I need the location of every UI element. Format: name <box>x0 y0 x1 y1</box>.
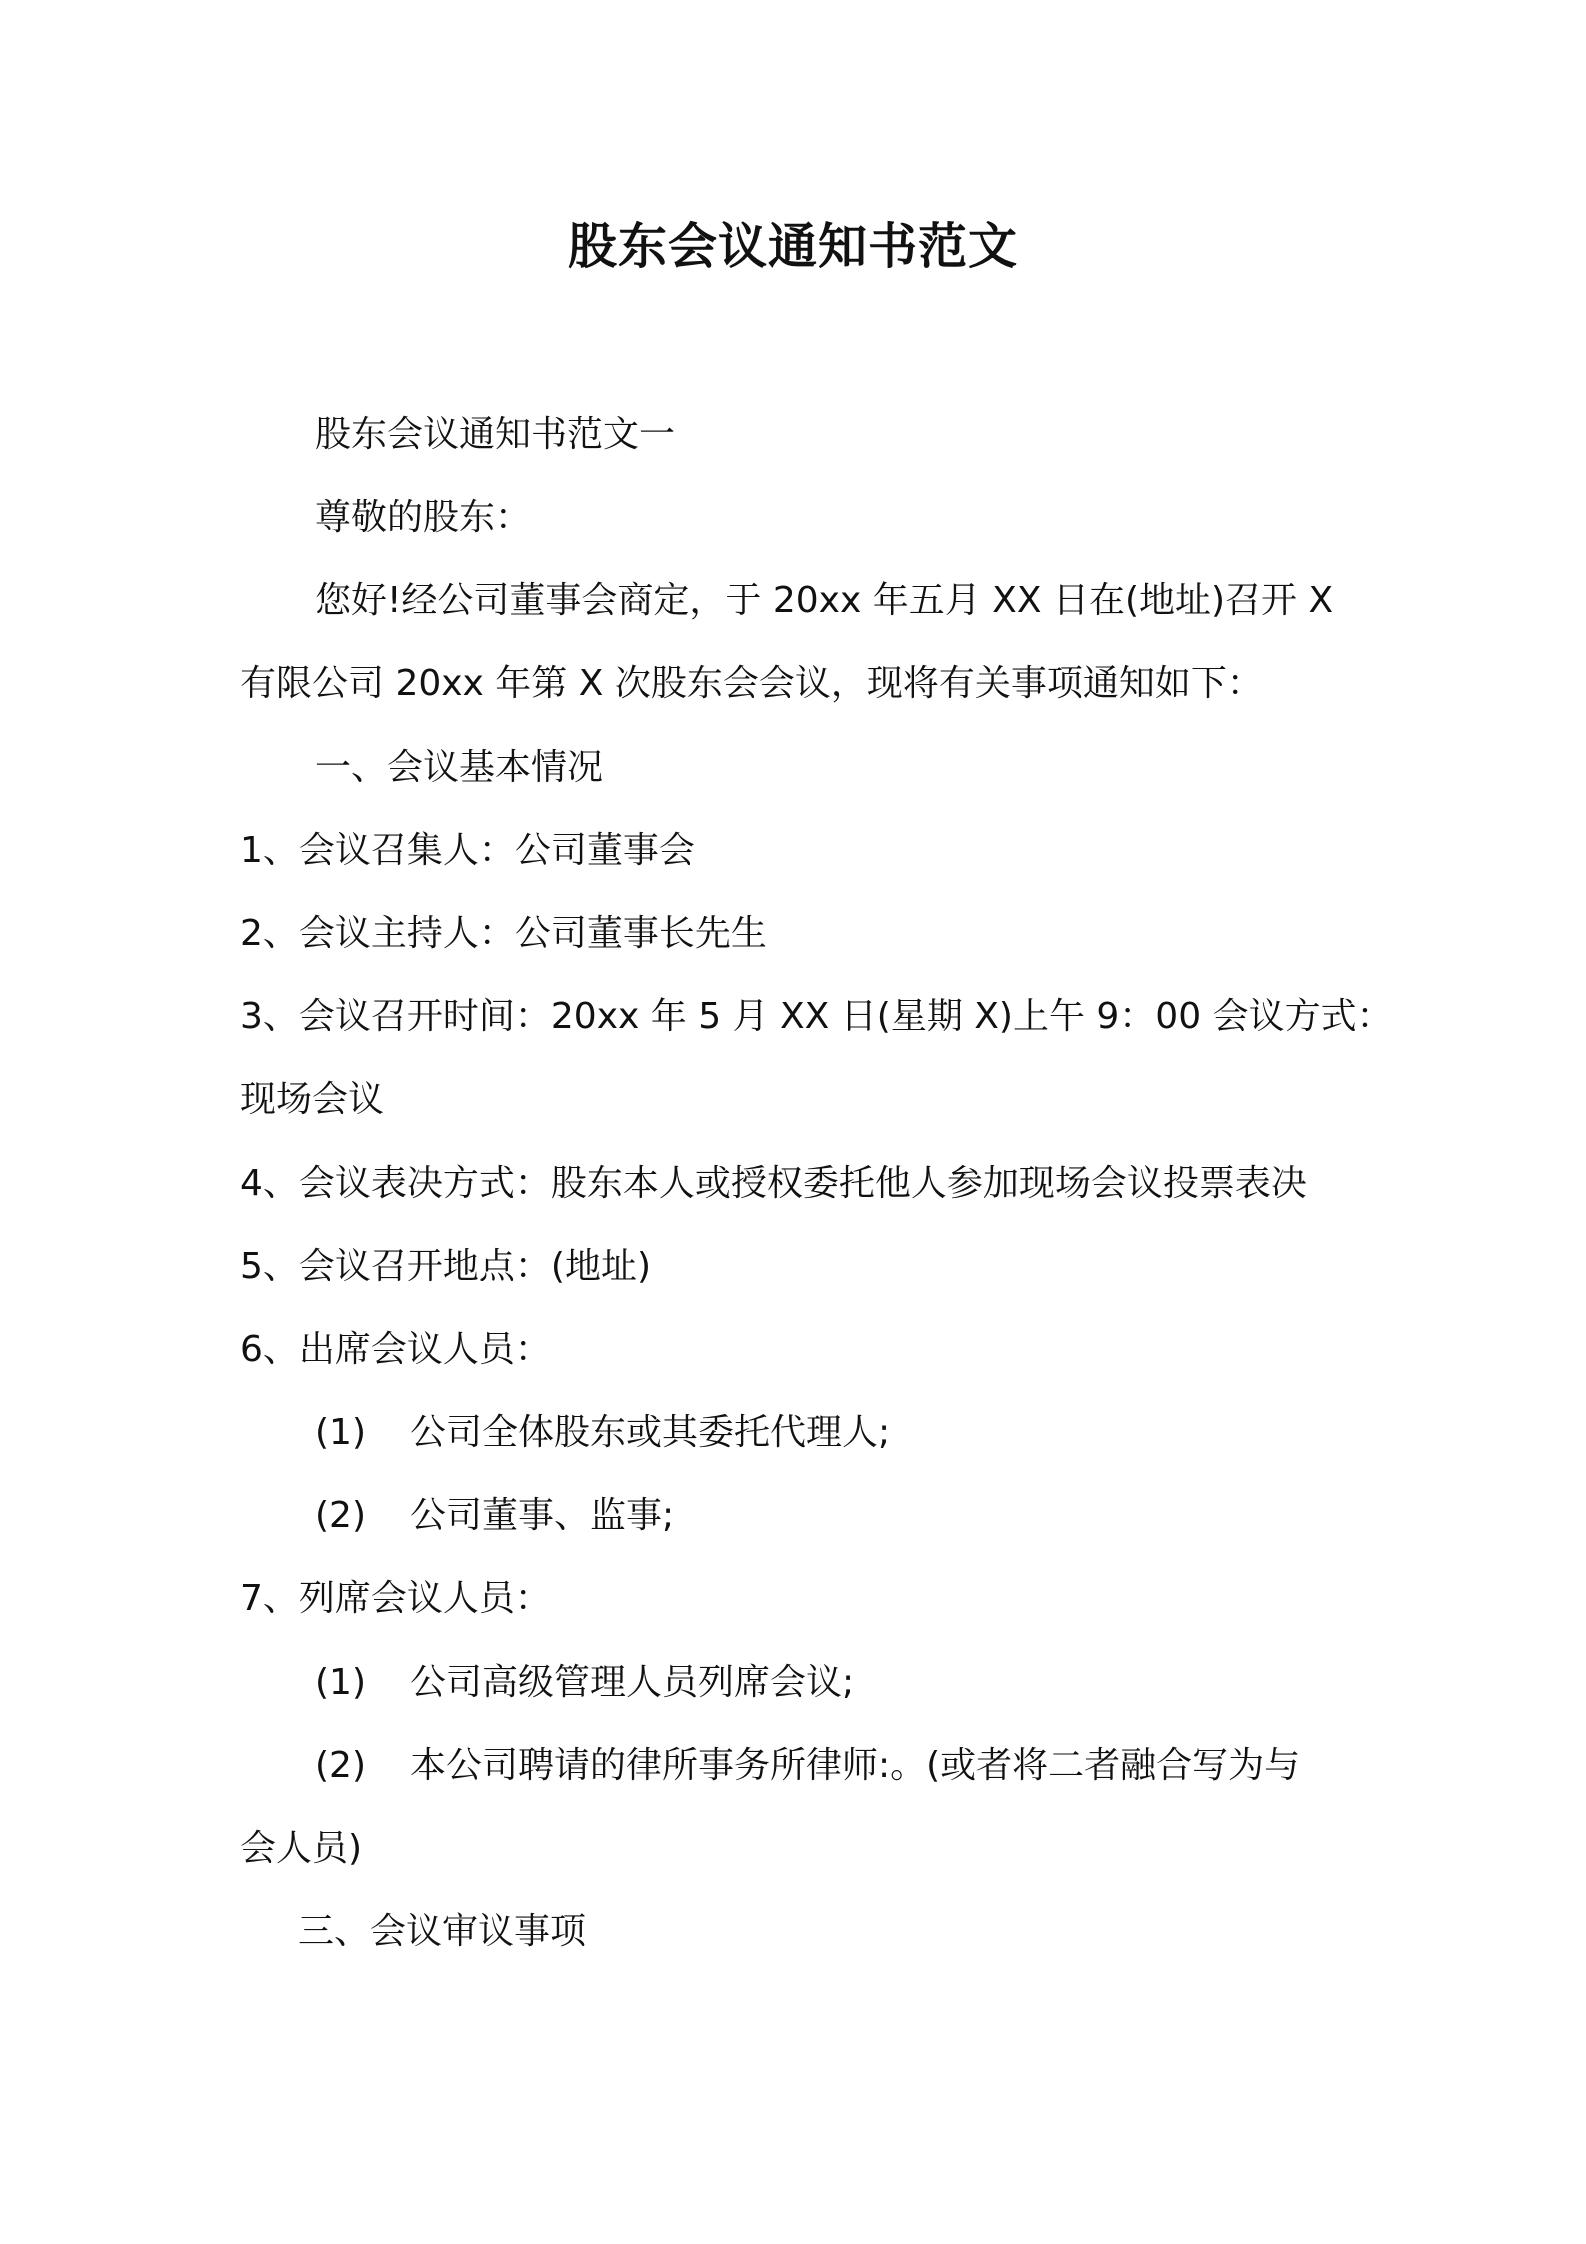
item-7-sub-2-number: (2) <box>315 1745 366 1786</box>
item-6-sub-2-number: (2) <box>315 1495 366 1536</box>
item-5: 5、会议召开地点：(地址) <box>240 1246 651 1287</box>
intro-line-1: 您好!经公司董事会商定，于 20xx 年五月 XX 日在(地址)召开 X <box>315 580 1334 621</box>
item-7-sub-1-text: 公司高级管理人员列席会议; <box>410 1662 855 1703</box>
item-7-sub-2-text-line-1: 本公司聘请的律所事务所律师:。(或者将二者融合写为与 <box>410 1745 1301 1786</box>
item-1: 1、会议召集人：公司董事会 <box>240 830 695 871</box>
salutation: 尊敬的股东： <box>315 497 532 538</box>
item-2: 2、会议主持人：公司董事长先生 <box>240 913 767 954</box>
item-7-sub-2 <box>315 1738 1300 1794</box>
item-6: 6、出席会议人员： <box>240 1329 551 1370</box>
item-3-line-2: 现场会议 <box>240 1079 385 1120</box>
section-1-heading: 一、会议基本情况 <box>315 747 604 788</box>
item-7-sub-1 <box>315 1655 854 1711</box>
item-4: 4、会议表决方式：股东本人或授权委托他人参加现场会议投票表决 <box>240 1163 1307 1204</box>
item-6-sub-1-number: (1) <box>315 1412 366 1453</box>
item-6-sub-1 <box>315 1405 890 1461</box>
document-title: 股东会议通知书范文 <box>567 218 1018 275</box>
section-3-heading: 三、会议审议事项 <box>298 1911 587 1952</box>
intro-line-2: 有限公司 20xx 年第 X 次股东会会议，现将有关事项通知如下： <box>240 663 1263 704</box>
item-6-sub-2 <box>315 1488 674 1544</box>
item-3-line-1: 3、会议召开时间：20xx 年 5 月 XX 日(星期 X)上午 9：00 会议方式： <box>240 996 1393 1037</box>
item-7: 7、列席会议人员： <box>240 1578 551 1619</box>
item-7-sub-1-number: (1) <box>315 1662 366 1703</box>
subtitle: 股东会议通知书范文一 <box>315 414 676 455</box>
item-6-sub-1-text: 公司全体股东或其委托代理人; <box>410 1412 891 1453</box>
item-6-sub-2-text: 公司董事、监事; <box>410 1495 675 1536</box>
item-7-sub-2-line-2: 会人员) <box>240 1828 363 1869</box>
